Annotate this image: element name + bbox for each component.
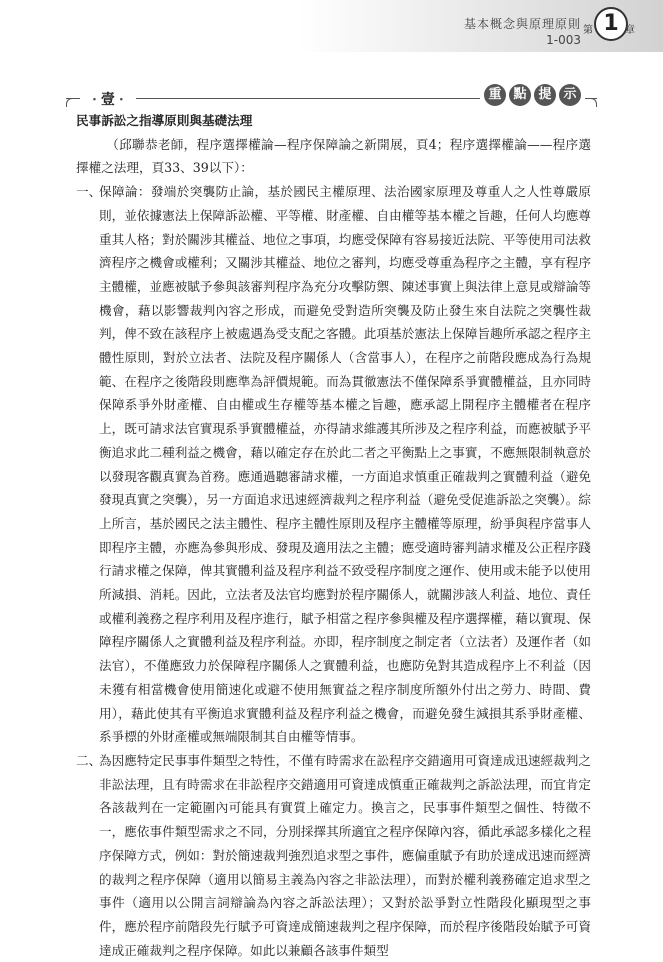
- key-points-label: [480, 84, 585, 106]
- list-item-marker: 二、: [76, 752, 102, 768]
- list-item: [76, 749, 591, 962]
- chapter-prefix: 第: [583, 25, 593, 36]
- list-item: [76, 180, 591, 749]
- key-point-char: 提: [534, 84, 556, 106]
- page-body: [76, 109, 591, 962]
- key-point-char: 示: [559, 84, 581, 106]
- section-rule-left-corner: [66, 98, 77, 107]
- citation-paragraph: （邱聯恭老師，程序選擇權論—程序保障論之新開展，頁4；程序選擇權論——程序選擇權之法理，頁33、39以下）：: [76, 136, 591, 176]
- chapter-badge: [583, 6, 635, 46]
- section-number: · 壹 ·: [80, 89, 136, 109]
- section-heading: 民事訴訟之指導原則與基礎法理: [76, 113, 253, 128]
- running-header-title: 基本概念與原理原則: [463, 17, 581, 31]
- key-point-char: 點: [509, 84, 531, 106]
- list-item-marker: 一、: [76, 184, 102, 200]
- list-item-text: 保障論：發端於突襲防止論，基於國民主權原理、法治國家原理及尊重人之人性尊嚴原則，並依據憲法上保障訴訟權、平等權、財產權、自由權等基本權之旨趣，任何人均應尊重其人格；對於關涉其權益、地位之事項，均應受保障有容易接近法院、平等使用司法救濟程序之機會或權利；又關涉其權益、地位之審判，均應受尊重為程序之主體，享有程序主體權，並應被賦予參與該審判程序為充分攻擊防禦、陳述事實上與法律上意見或辯論等機會，藉以影響裁判內容之形成，而避免受對造所突襲及防止發生來自法院之突襲性裁判，俾不致在該程序上被處遇為受支配之客體。此項基於憲法上保障旨趣所承認之程序主體性原則，對於立法者、法院及程序關係人（含當事人），在程序之前階段應成為行為規範、在程序之後階段則應準為評價規範。而為貫徹憲法不僅保障系爭實體權益，且亦同時保障系爭外財產權、自由權或生存權等基本權之旨趣，應承認上開程序主體權者在程序上，既可請求法官實現系爭實體權益，亦得請求維護其所涉及之程序利益，而應被賦予平衡追求此二種利益之機會，藉以確定存在於此二者之平衡點上之事實，不應無限制執意於以發現客觀真實為首務。應通過聽審請求權，一方面追求慎重正確裁判之實體利益（避免發現真實之突襲），另一方面追求迅速經濟裁判之程序利益（避免受促進訴訟之突襲）。綜上所言，基於國民之法主體性、程序主體性原則及程序主體權等原理，紛爭與程序當事人即程序主體，亦應為參與形成、發現及適用法之主體；應受適時審判請求權及公正程序踐行請求權之保障，俾其實體利益及程序利益不致受程序制度之運作、使用或未能予以使用所減損、消耗。因此，立法者及法官均應對於程序關係人，就關涉該人利益、地位、責任或權利義務之程序利用及程序進行，賦予相當之程序參與權及程序選擇權，藉以實現、保障程序關係人之實體利益及程序利益。亦即，程序制度之制定者（立法者）及運作者（如法官），不僅應致力於保障程序關係人之實體利益，也應防免對其造成程序上不利益（因未獲有相當機會使用簡速化或避不使用無實益之程序制度所額外付出之勞力、時間、費用），藉此使其有平衡追求實體利益及程序利益之機會，而避免發生減損其系爭財產權、系爭標的外財產權或無端限制其自由權等情事。: [99, 184, 591, 745]
- page-number: 1-003: [546, 33, 581, 47]
- chapter-number: 1: [594, 7, 628, 41]
- list-item-text: 為因應特定民事事件類型之特性，不僅有時需求在訟程序交錯適用可資達成迅速經裁判之非訟法理，且有時需求在非訟程序交錯適用可資達成慎重正確裁判之訴訟法理，而宜肯定各該裁判在一定範圍內可能具有實質上確定力。換言之，民事事件類型之個性、特徵不一，應依事件類型需求之不同，分別採擇其所適宜之程序保障內容，循此承認多樣化之程序保障方式，例如：對於簡速裁判強烈追求型之事件，應偏重賦予有助於達成迅速而經濟的裁判之程序保障（適用以簡易主義為內容之非訟法理），而對於權利義務確定追求型之事件（適用以公開言詞辯論為內容之訴訟法理）；又對於訟爭對立性階段化顯現型之事件，應於程序前階段先行賦予可資達成簡速裁判之程序保障，而於程序後階段始賦予可資達成正確裁判之程序保障。如此以兼顧各該事件類型: [99, 752, 591, 958]
- key-point-char: 重: [484, 84, 506, 106]
- chapter-suffix: 章: [625, 25, 635, 36]
- section-rule-right-corner: [586, 98, 597, 107]
